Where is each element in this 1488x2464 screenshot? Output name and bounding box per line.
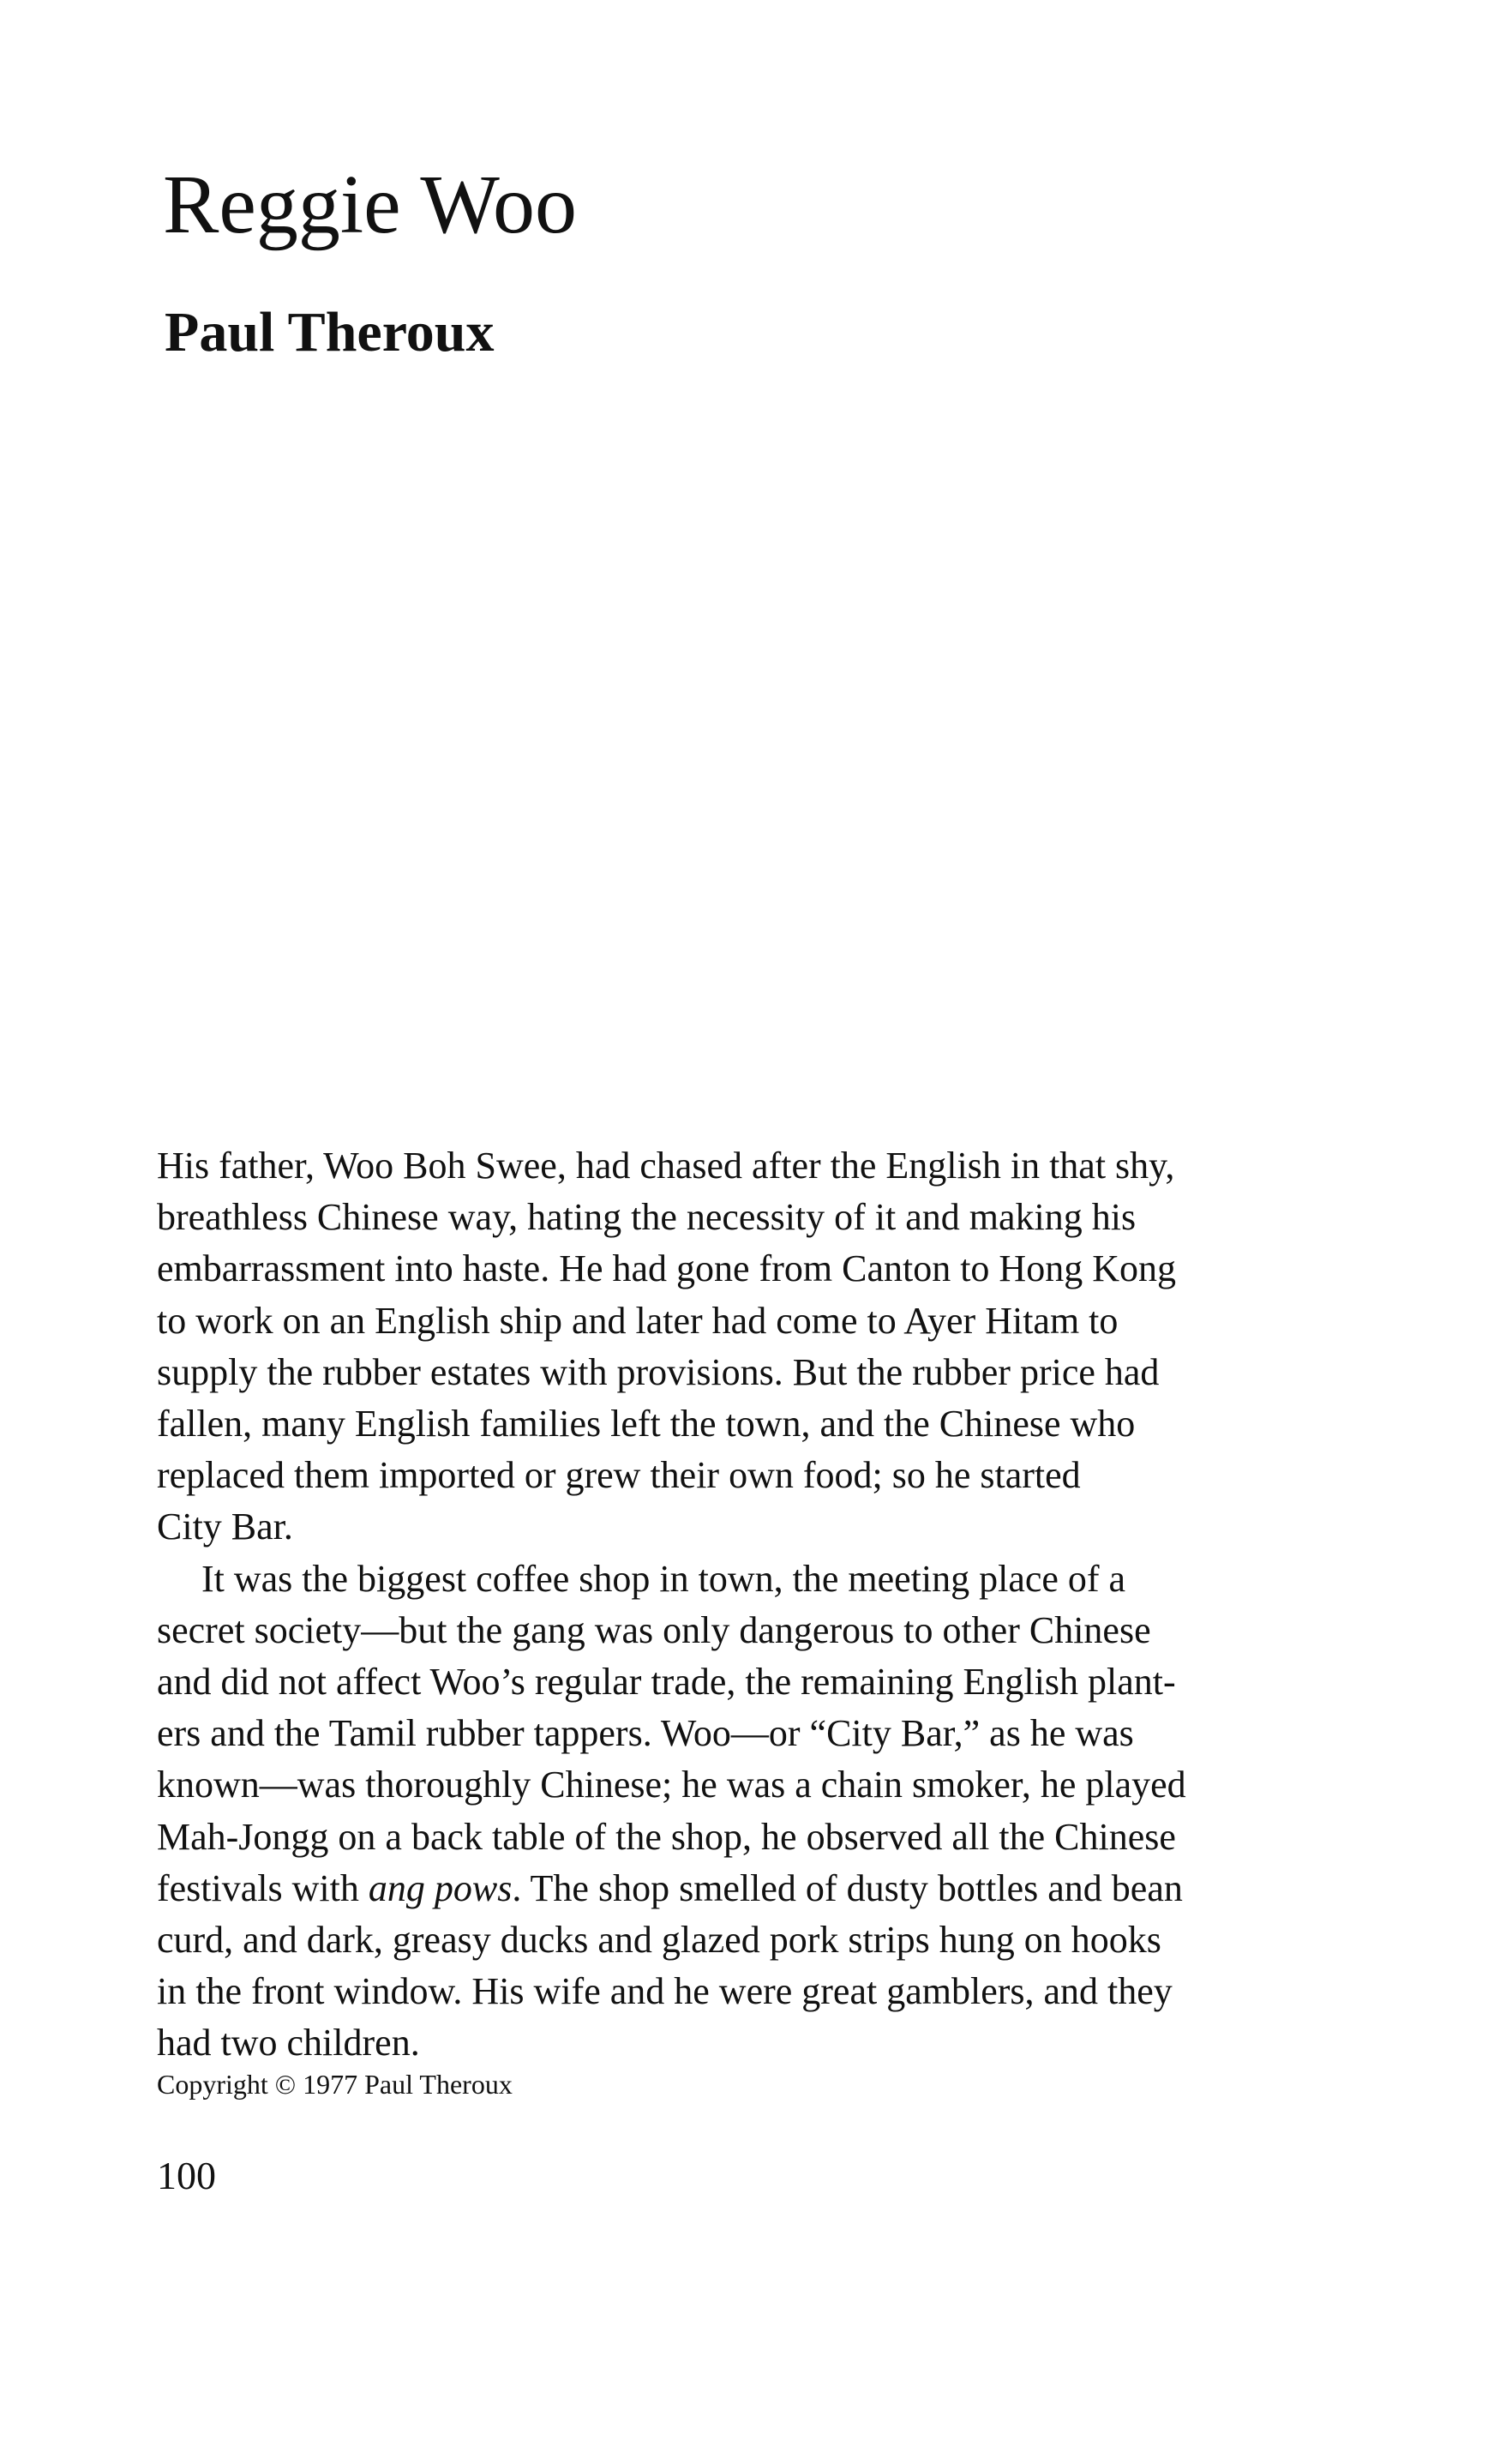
text-line: supply the rubber estates with provisions. But the rubber price had — [157, 1350, 1160, 1393]
text-line: and did not affect Woo’s regular trade, the remaining English plant- — [157, 1661, 1176, 1704]
text-line: His father, Woo Boh Swee, had chased after the English in that shy, — [157, 1145, 1175, 1187]
story-author: Paul Theroux — [165, 301, 495, 364]
text-line: ers and the Tamil rubber tappers. Woo—or “City Bar,” as he was — [157, 1712, 1134, 1755]
italic-term: ang pows — [368, 1866, 513, 1909]
text-line: Mah-Jongg on a back table of the shop, he observed all the Chinese — [157, 1815, 1176, 1858]
text-line: in the front window. His wife and he were great gamblers, and they — [157, 1970, 1173, 2013]
text-line: replaced them imported or grew their own food; so he started — [157, 1454, 1081, 1497]
text-line: to work on an English ship and later had come to Ayer Hitam to — [157, 1299, 1119, 1342]
text-line-with-italic — [157, 1863, 1357, 1914]
paragraph-1 — [157, 1140, 1357, 1554]
text-line: It was the biggest coffee shop in town, the meeting place of a — [201, 1557, 1126, 1600]
text-line: had two children. — [157, 2022, 420, 2064]
story-title: Reggie Woo — [163, 159, 577, 251]
text-line: curd, and dark, greasy ducks and glazed pork strips hung on hooks — [157, 1919, 1161, 1962]
text-segment: . The shop smelled of dusty bottles and bean — [512, 1866, 1183, 1909]
copyright-notice: Copyright © 1977 Paul Theroux — [157, 2069, 513, 2100]
paragraph-2 — [157, 1554, 1357, 2070]
body-text — [157, 1140, 1357, 2070]
text-line: secret society—but the gang was only dangerous to other Chinese — [157, 1608, 1151, 1651]
text-line: breathless Chinese way, hating the necessity of it and making his — [157, 1196, 1137, 1239]
page-number: 100 — [157, 2154, 216, 2197]
text-line: fallen, many English families left the town, and the Chinese who — [157, 1403, 1136, 1445]
text-line: City Bar. — [157, 1505, 293, 1548]
text-segment: festivals with — [157, 1866, 369, 1909]
text-line: embarrassment into haste. He had gone from Canton to Hong Kong — [157, 1247, 1176, 1290]
text-line: known—was thoroughly Chinese; he was a chain smoker, he played — [157, 1764, 1186, 1806]
